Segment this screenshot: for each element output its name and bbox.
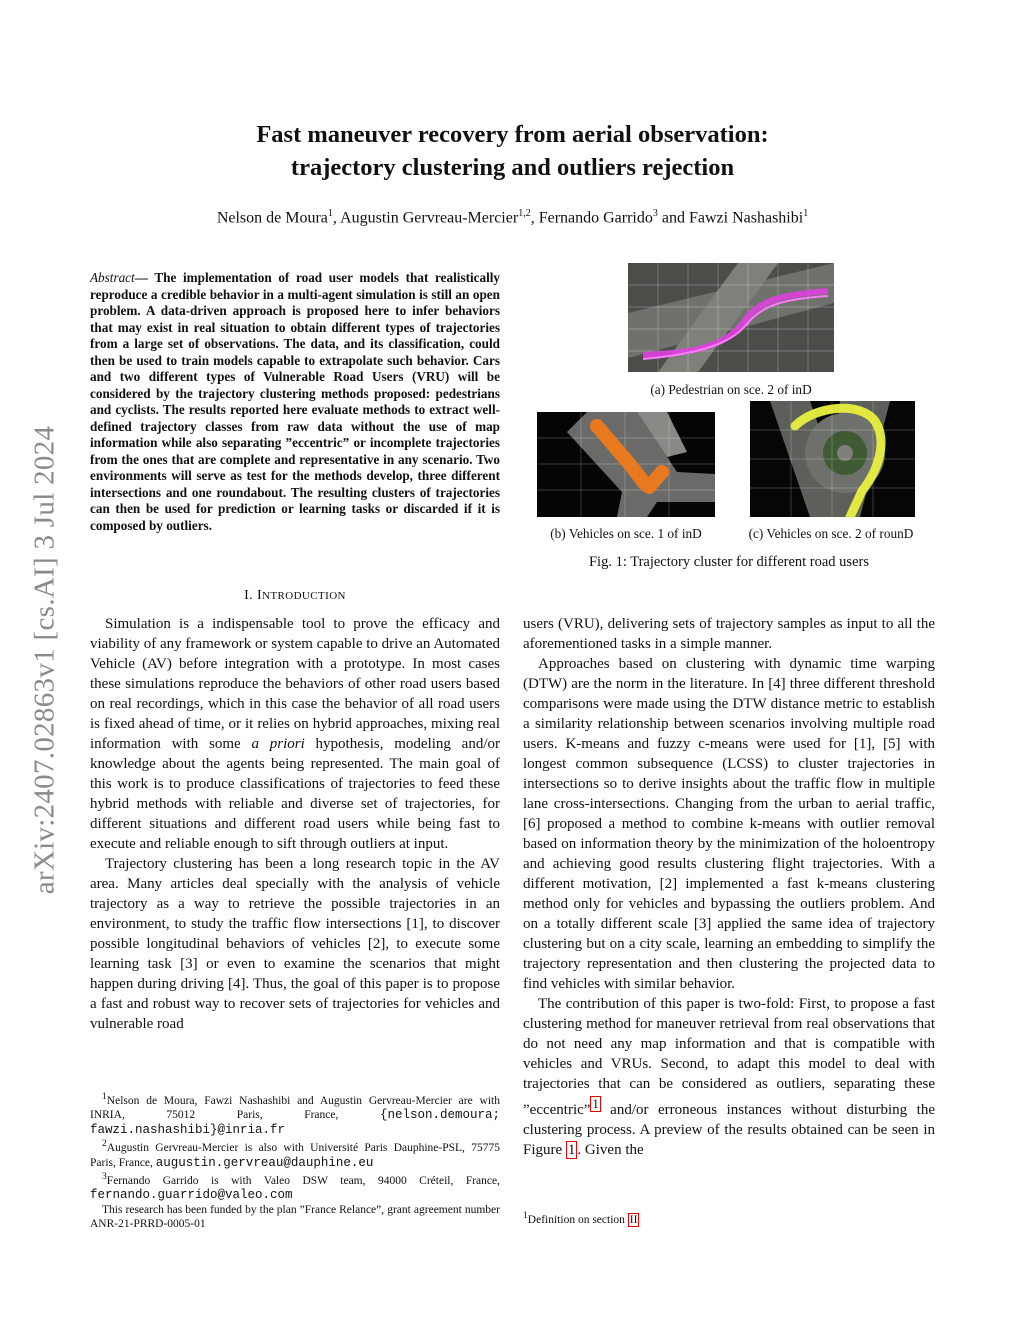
title-line-2: trajectory clustering and outliers rejection — [290, 154, 735, 181]
author-and: and — [657, 209, 689, 227]
footnote-1 — [90, 1090, 500, 1137]
title-line-1: Fast maneuver recovery from aerial observation: — [256, 121, 769, 148]
funding-note: This research has been funded by the plan ”France Relance”, grant agreement number ANR-21-PRRD-0005-01 — [90, 1203, 500, 1231]
section-number: I. — [244, 588, 257, 603]
figure-1-caption: Fig. 1: Trajectory cluster for different road users — [588, 554, 869, 570]
abstract — [90, 270, 500, 534]
section-rest: NTRODUCTION — [262, 590, 346, 602]
footnote-3-text: Fernando Garrido is with Valeo DSW team, 94000 Créteil, France, — [106, 1174, 500, 1187]
footnote-right-text: Definition on section — [527, 1213, 628, 1226]
intro-paragraph-2: Trajectory clustering has been a long research topic in the AV area. Many articles deal specially with the analysis of vehicle trajectory as a way to retrieve the possible trajectories in an environment, to study the traffic flow intersections [1], to discover possible longitudinal behaviors of vehicles [2], to execute some learning task [3] or even to examine the scenarios that might happen during driving [4]. Thus, the goal of this paper is to propose a fast and robust way to recover sets of trajectories for vehicles and vulnerable road — [90, 856, 500, 1032]
footnote-mark: 2 — [102, 1138, 107, 1150]
abstract-label: Abstract — [90, 270, 135, 285]
figure-1b-svg — [537, 412, 715, 517]
author-affil: 1 — [327, 208, 333, 219]
figure-1b-image — [537, 412, 715, 517]
footnote-2-text: Augustin Gervreau-Mercier is also with Université Paris Dauphine-PSL, 75775 Paris, France, — [90, 1142, 500, 1169]
author-affil: 3 — [652, 208, 658, 219]
footnote-mark: 1 — [523, 1210, 528, 1221]
footnote-2 — [90, 1137, 500, 1170]
footnote-right — [523, 1210, 935, 1226]
intro-p1-a: Simulation is a indispensable tool to prove the efficacy and viability of any framework or system capable to drive an Automated Vehicle (AV) before integration with a prototype. In most cases these simulations reproduce the behaviors of other road users based on real recordings, which in this case the behavior of all road users is fixed ahead of time, or it relies on hybrid approaches, mixing real information with some — [90, 616, 500, 752]
intro-text — [90, 614, 500, 1034]
footnote-1-email: {nelson.demoura; fawzi.nashashibi}@inria.fr — [90, 1108, 500, 1137]
author-name: Fernando Garrido — [538, 209, 653, 227]
intro-p1-b: hypothesis, modeling and/or knowledge about the agents being represented. The main goal of this work is to produce classifications of trajectories to feed these hybrid methods with reliable and diverse set of trajectories, for different situations and different road users while being fast to execute and reliable enough to sift through outliers at input. — [90, 736, 501, 852]
intro-paragraph-1 — [90, 614, 500, 854]
footnote-mark: 3 — [102, 1171, 107, 1183]
footnote-2-email: augustin.gervreau@dauphine.eu — [155, 1155, 374, 1170]
right-p3-a: The contribution of this paper is two-fold: First, to propose a fast clustering method for maneuver retrieval from real observations that do not need any map information and that is compatible with vehicles and VRUs. Second, to adapt this model to deal with trajectories that can be considered as outliers, separating these ”eccentric” — [523, 996, 935, 1118]
author-affil: 1,2 — [518, 208, 531, 219]
author-name: Nelson de Moura — [216, 209, 328, 227]
arxiv-sidebar — [0, 380, 90, 940]
right-p3-b: and/or erroneous instances without disturbing the clustering process. A preview of the results obtained can be seen in Figure — [523, 1102, 935, 1158]
caption-1c: (c) Vehicles on sce. 2 of rounD — [748, 526, 914, 541]
footnote-3-email: fernando.guarrido@valeo.com — [90, 1188, 293, 1203]
author-affil: 1 — [803, 208, 809, 219]
fig-c-center — [837, 445, 853, 461]
figure-link[interactable]: 1 — [567, 1142, 576, 1158]
arxiv-id: arXiv:2407.02863v1 [cs.AI] 3 Jul 2024 — [28, 425, 61, 895]
figure-1c-svg — [750, 401, 915, 517]
intro-p1-em: a priori — [251, 736, 305, 752]
caption-1b: (b) Vehicles on sce. 1 of inD — [550, 526, 702, 541]
abstract-dash: — — [134, 270, 155, 285]
section-initial: I — [256, 588, 263, 603]
right-paragraph-1: users (VRU), delivering sets of trajectory samples as input to all the aforementioned tasks in a simple manner. — [523, 616, 935, 652]
figure-1c-image — [750, 401, 915, 517]
author-sep: , — [332, 209, 341, 227]
abstract-text: The implementation of road user models that realistically reproduce a credible behavior in a multi-agent simulation is still an open problem. A data-driven approach is proposed here to infer behaviors that may exist in real situation to obtain different types of trajectories from a large set of observations. The data, and its classification, could then be used to train models capable to extrapolate such behavior. Cars and two different types of Vulnerable Road Users (VRU) will be considered by the trajectory clustering methods proposed: pedestrians and cyclists. The results reported here evaluate methods to extract well-defined trajectory classes from raw data without the use of map information while also separating ”eccentric” or incomplete trajectories from the ones that are complete and representative in any scenario. Two environments will serve as test for the methods develop, three different intersections and one roundabout. The resulting clusters of trajectories can then be used for prediction or learning tasks or discarded if it is composed by outliers. — [90, 270, 501, 533]
figure-1a-image — [628, 263, 834, 372]
author-name: Augustin Gervreau-Mercier — [340, 209, 519, 227]
paper-title — [90, 118, 935, 184]
right-paragraph-2: Approaches based on clustering with dynamic time warping (DTW) are the norm in the literature. In [4] three different threshold comparisons were made using the DTW distance metric to establish a similarity relationship between scenarios involving multiple road users. K-means and fuzzy c-means were used for [1], [5] with longest common subsequence (LCSS) to cluster trajectories in intersections so to derive insights about the traffic flow in multiple lane cross-intersections. Changing from the urban to aerial traffic, [6] proposed a method to combine k-means with outlier removal based on information theory by the minimization of the holoentropy and achieving good results clustering flight trajectories. With a different motivation, [2] implemented a fast k-means clustering method only for vehicles and bypassing the outliers problem. And on a totally different scale [3] applied the same idea of trajectory clustering but on a city scale, learning an embedding to simplify the trajectory representation and then clustering the projected data to find vehicles with similar behavior. — [523, 656, 935, 992]
footnotes-left — [90, 1090, 500, 1232]
footnote-link[interactable]: 1 — [592, 1097, 599, 1111]
caption-1a: (a) Pedestrian on sce. 2 of inD — [650, 382, 812, 397]
author-name: Fawzi Nashashibi — [688, 209, 804, 227]
footnote-3 — [90, 1170, 500, 1203]
right-p3-c: . Given the — [577, 1142, 644, 1158]
figure-1a-svg — [628, 263, 834, 372]
footnote-mark: 1 — [102, 1091, 107, 1102]
section-heading-introduction — [90, 588, 500, 604]
right-paragraph-3 — [523, 994, 935, 1160]
section-link[interactable]: II — [629, 1213, 638, 1226]
author-sep: , — [530, 209, 539, 227]
authors — [90, 208, 935, 227]
footnote-1-text: Nelson de Moura, Fawzi Nashashibi and Augustin Gervreau-Mercier are with INRIA, 75012 Paris, France, — [90, 1094, 500, 1122]
right-column-text — [523, 614, 935, 1160]
